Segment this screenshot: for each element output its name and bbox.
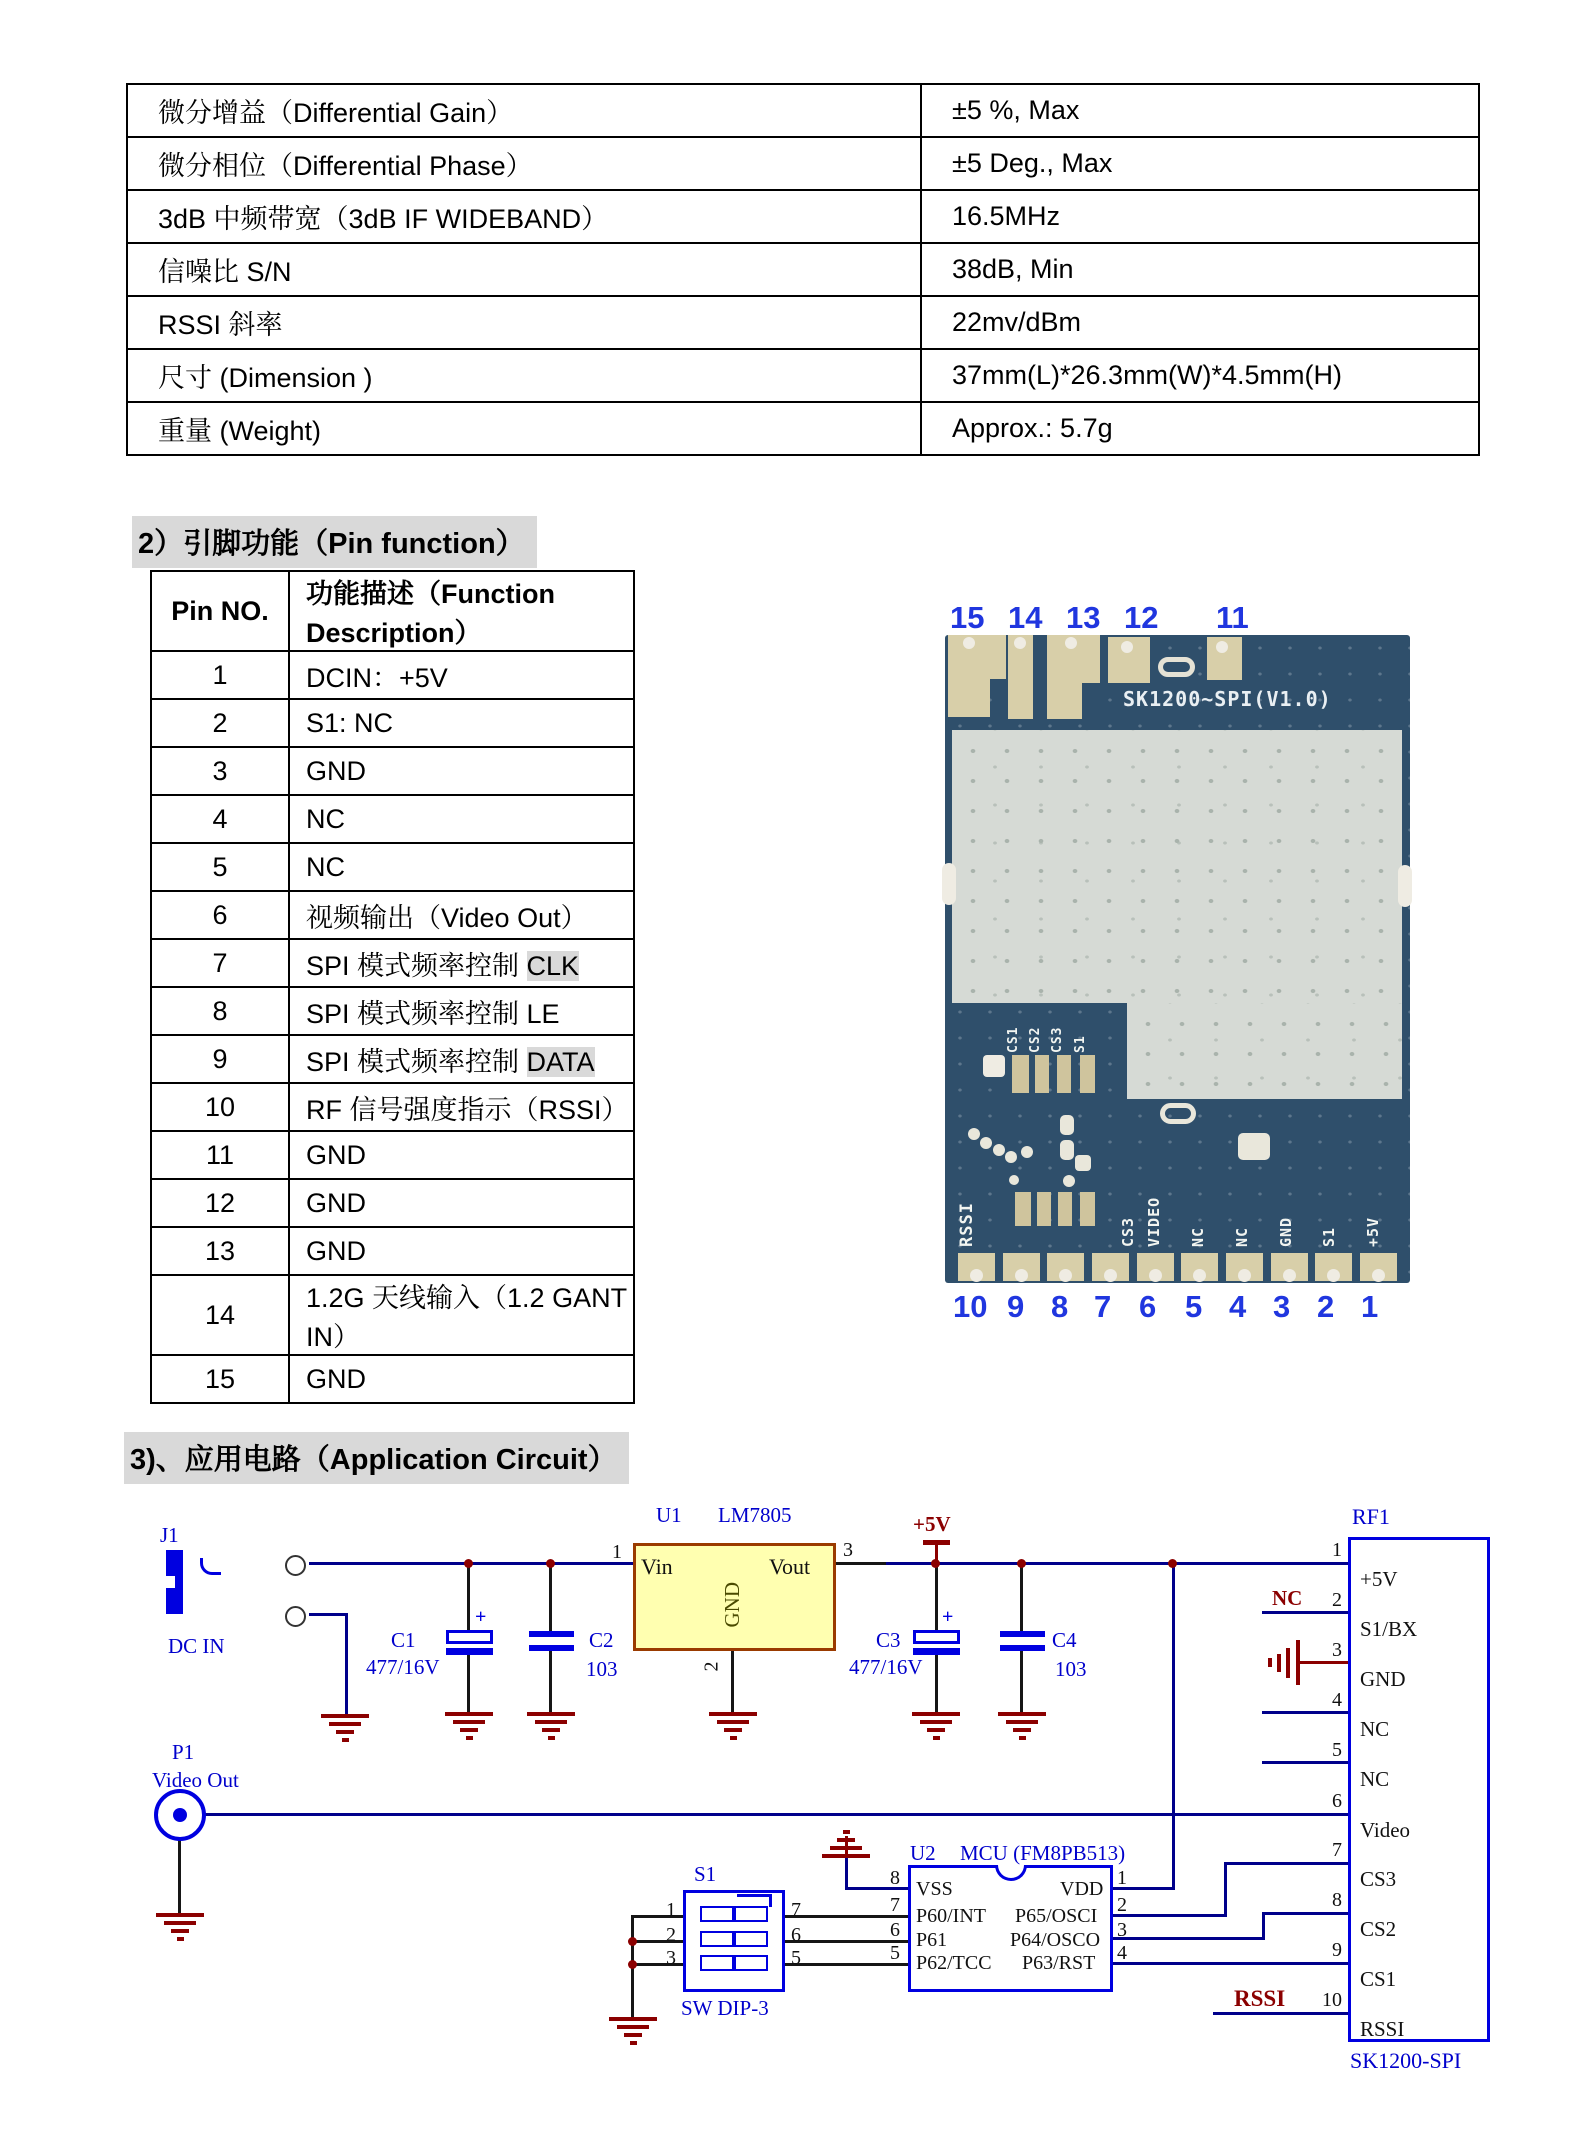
pcb-silkscreen-label: S1: [1320, 1226, 1338, 1247]
rf1-pin-number: 7: [1332, 1839, 1342, 1861]
pcb-silkscreen-label: CS3: [1050, 1026, 1065, 1053]
rf1-pin-number: 8: [1332, 1889, 1342, 1911]
pin-desc: SPI 模式频率控制 LE: [289, 987, 634, 1035]
u2-pin-number: 1: [1117, 1867, 1127, 1889]
spec-value: 38dB, Min: [921, 243, 1479, 296]
terminal-circle: [285, 1555, 306, 1576]
u2-pin-name: P60/INT: [916, 1905, 986, 1927]
spec-value: ±5 %, Max: [921, 84, 1479, 137]
pcb-silkscreen-label: CS3: [1119, 1216, 1137, 1247]
dip-switch-element: [734, 1906, 768, 1922]
pin-no: 5: [151, 843, 289, 891]
wire: [1020, 1651, 1023, 1712]
rf1-pin-name: CS1: [1360, 1967, 1397, 1991]
u1-ref: U1: [656, 1503, 682, 1527]
rf1-pin-name: S1/BX: [1360, 1617, 1418, 1641]
c3-ref: C3: [876, 1628, 901, 1652]
spec-label: 微分增益（Differential Gain）: [127, 84, 921, 137]
spec-label: 信噪比 S/N: [127, 243, 921, 296]
rf1-part: SK1200-SPI: [1350, 2048, 1462, 2073]
wire: [1172, 1565, 1175, 1890]
pcb-silkscreen-model: SK1200~SPI(V1.0): [1123, 687, 1332, 711]
u2-part: MCU (FM8PB513): [960, 1841, 1126, 1865]
dip-switch-element: [700, 1931, 734, 1947]
rf1-pin-number: 9: [1332, 1939, 1342, 1961]
pin-no: 11: [151, 1131, 289, 1179]
j1-label: DC IN: [168, 1634, 225, 1658]
s1-pin-number: 2: [666, 1924, 676, 1946]
wire: [205, 1813, 1348, 1816]
u1-pin3-number: 3: [843, 1539, 853, 1561]
ground-symbol: [709, 1712, 757, 1740]
spec-value: Approx.: 5.7g: [921, 402, 1479, 455]
pcb-pin-number: 10: [953, 1289, 988, 1324]
capacitor-plate: [1000, 1631, 1045, 1637]
ground-symbol: [912, 1712, 960, 1740]
u2-pin-number: 3: [1117, 1919, 1127, 1941]
c4-ref: C4: [1052, 1628, 1077, 1652]
junction-dot: [1168, 1559, 1177, 1568]
capacitor-plate: [913, 1630, 960, 1644]
wire: [1224, 1864, 1227, 1917]
pcb-pin-number: 5: [1185, 1289, 1203, 1324]
ground-symbol: [609, 2017, 657, 2045]
rf1-pin-name: GND: [1360, 1667, 1406, 1691]
pin-desc: GND: [289, 1179, 634, 1227]
wire: [1113, 1962, 1348, 1965]
j1-ref: J1: [160, 1523, 179, 1547]
ground-symbol: [445, 1712, 493, 1740]
pcb-silkscreen-label: CS2: [1028, 1026, 1043, 1053]
junction-dot: [628, 1960, 637, 1969]
pcb-pin-number: 14: [1008, 600, 1043, 635]
pcb-pin-number: 7: [1094, 1289, 1112, 1324]
pin-no: 6: [151, 891, 289, 939]
rf1-pin-name: +5V: [1360, 1567, 1398, 1591]
spec-value: 37mm(L)*26.3mm(W)*4.5mm(H): [921, 349, 1479, 402]
wire: [345, 1613, 348, 1714]
wire: [935, 1655, 938, 1712]
c1-ref: C1: [391, 1628, 416, 1652]
rssi-net-label: RSSI: [1234, 1986, 1286, 2011]
pcb-pin-number: 1: [1361, 1289, 1379, 1324]
pin-no: 9: [151, 1035, 289, 1083]
pcb-silkscreen-label: CS1: [1006, 1026, 1021, 1053]
wire: [467, 1655, 470, 1712]
pin-desc: SPI 模式频率控制 DATA: [289, 1035, 634, 1083]
pcb-silkscreen-label: RSSI: [957, 1202, 977, 1247]
junction-dot: [931, 1559, 940, 1568]
rf1-pin-number: 10: [1322, 1989, 1342, 2011]
c1-value: 477/16V: [366, 1655, 440, 1679]
pin-desc: S1: NC: [289, 699, 634, 747]
wire: [549, 1651, 552, 1712]
wire: [467, 1565, 470, 1630]
plus5v-net-label: +5V: [913, 1512, 951, 1536]
wire: [731, 1651, 734, 1712]
rf1-pin-name: NC: [1360, 1717, 1390, 1741]
u2-pin-number: 4: [1117, 1942, 1127, 1964]
pcb-silkscreen-label: +5V: [1364, 1216, 1382, 1247]
s1-pin-number: 1: [666, 1899, 676, 1921]
p1-label: Video Out: [152, 1768, 239, 1792]
u1-pin1-number: 1: [612, 1541, 622, 1563]
pcb-pin-number: 11: [1216, 600, 1249, 635]
p1-ref: P1: [172, 1740, 195, 1764]
junction-dot: [1017, 1559, 1026, 1568]
pin-no: 8: [151, 987, 289, 1035]
wire: [886, 1562, 1348, 1565]
wire: [1113, 1914, 1227, 1917]
spec-label: 微分相位（Differential Phase）: [127, 137, 921, 190]
s1-pin-number: 6: [791, 1924, 801, 1946]
power-rail-bar: [923, 1540, 950, 1545]
s1-pin-number: 7: [791, 1899, 801, 1921]
dip-switch-element: [700, 1955, 734, 1971]
rf1-pin-name: RSSI: [1360, 2017, 1405, 2041]
u2-pin-name: VDD: [1060, 1878, 1104, 1900]
dc-jack-symbol: [166, 1576, 175, 1588]
rf1-pin-number: 5: [1332, 1739, 1342, 1761]
rf1-pin-number: 6: [1332, 1790, 1342, 1812]
rf1-pin-name: CS3: [1360, 1867, 1397, 1891]
nc-net-label: NC: [1272, 1586, 1303, 1610]
wire: [1113, 1937, 1265, 1940]
u2-pin-number: 8: [890, 1867, 900, 1889]
wire: [1020, 1565, 1023, 1631]
spec-value: 22mv/dBm: [921, 296, 1479, 349]
rf1-pin-name: Video: [1360, 1818, 1411, 1842]
spec-label: RSSI 斜率: [127, 296, 921, 349]
rf1-pin-name: CS2: [1360, 1917, 1397, 1941]
u2-pin-name: P61: [916, 1929, 948, 1951]
wire: [1224, 1862, 1348, 1865]
wire: [1262, 1912, 1348, 1915]
wire: [836, 1562, 888, 1565]
wire: [845, 1858, 848, 1890]
pin-desc: GND: [289, 1131, 634, 1179]
wire: [1213, 2012, 1348, 2015]
u2-pin-name: P65/OSCI: [1015, 1905, 1098, 1927]
pin-no: 15: [151, 1355, 289, 1403]
pin-desc: DCIN：+5V: [289, 651, 634, 699]
pin-no: 7: [151, 939, 289, 987]
capacitor-plate: [913, 1648, 960, 1655]
pin-desc-header: 功能描述（Function Description）: [289, 571, 634, 651]
pcb-pin-number: 3: [1273, 1289, 1291, 1324]
pin-no: 13: [151, 1227, 289, 1275]
u2-pin-number: 5: [890, 1942, 900, 1964]
pin-no: 3: [151, 747, 289, 795]
dip-switch-lever: [737, 1894, 772, 1907]
junction-dot: [546, 1559, 555, 1568]
pcb-silkscreen-label: GND: [1277, 1216, 1295, 1247]
ground-symbol: [998, 1712, 1046, 1740]
pin-desc: GND: [289, 747, 634, 795]
ground-symbol: [822, 1830, 870, 1858]
dip-switch-element: [734, 1955, 768, 1971]
ground-symbol: [1277, 1654, 1281, 1672]
s1-pin-number: 3: [666, 1947, 676, 1969]
ground-symbol: [156, 1913, 204, 1941]
section-heading-application-circuit: 3)、应用电路（Application Circuit）: [124, 1432, 629, 1484]
rf1-pin-number: 4: [1332, 1689, 1342, 1711]
capacitor-plate: [446, 1630, 493, 1644]
pcb-pin-number: 6: [1139, 1289, 1157, 1324]
pin-no: 4: [151, 795, 289, 843]
pcb-silkscreen-label: VIDEO: [1145, 1196, 1163, 1247]
rca-jack-pin: [173, 1808, 187, 1822]
u2-pin-name: P62/TCC: [916, 1952, 992, 1974]
junction-dot: [628, 1937, 637, 1946]
u2-pin-number: 2: [1117, 1894, 1127, 1916]
s1-part: SW DIP-3: [681, 1996, 769, 2020]
wire: [549, 1565, 552, 1631]
wire: [178, 1840, 181, 1913]
dc-jack-tip: [200, 1558, 221, 1575]
wire: [1262, 1913, 1265, 1940]
pcb-pin-number: 13: [1066, 600, 1101, 635]
wire: [935, 1565, 938, 1630]
pin-no: 2: [151, 699, 289, 747]
pcb-silkscreen-label: S1: [1073, 1035, 1088, 1053]
u2-pin-number: 6: [890, 1919, 900, 1941]
spec-value: 16.5MHz: [921, 190, 1479, 243]
pcb-silkscreen-label: NC: [1189, 1226, 1207, 1247]
pcb-pin-number: 12: [1124, 600, 1159, 635]
u2-pin-name: P63/RST: [1022, 1952, 1096, 1974]
pcb-pin-number: 9: [1007, 1289, 1025, 1324]
rf1-pin-number: 2: [1332, 1589, 1342, 1611]
section-heading-pin-function: 2）引脚功能（Pin function）: [132, 516, 537, 568]
s1-ref: S1: [694, 1862, 717, 1886]
pin-desc: 1.2G 天线输入（1.2 GANT IN）: [289, 1275, 634, 1355]
pin-desc: RF 信号强度指示（RSSI）: [289, 1083, 634, 1131]
wire: [309, 1613, 347, 1616]
ground-symbol: [527, 1712, 575, 1740]
pin-no: 1: [151, 651, 289, 699]
rf1-pin-number: 1: [1332, 1539, 1342, 1561]
dip-switch-element: [700, 1906, 734, 1922]
u1-pin2-number: 2: [700, 1661, 723, 1672]
u1-vin-label: Vin: [641, 1554, 673, 1579]
pin-no-header: Pin NO.: [151, 571, 289, 651]
u1-part: LM7805: [718, 1503, 792, 1527]
ground-symbol: [321, 1714, 369, 1742]
pin-no: 10: [151, 1083, 289, 1131]
u2-ref: U2: [910, 1841, 936, 1865]
u2-pin-name: P64/OSCO: [1010, 1929, 1101, 1951]
pcb-pin-number: 4: [1229, 1289, 1247, 1324]
pin-desc: 视频输出（Video Out）: [289, 891, 634, 939]
pin-desc: SPI 模式频率控制 CLK: [289, 939, 634, 987]
ground-symbol: [1296, 1640, 1300, 1685]
capacitor-plate: [529, 1645, 574, 1651]
rf1-pin-name: NC: [1360, 1767, 1390, 1791]
polarity-plus: +: [942, 1606, 954, 1628]
terminal-circle: [285, 1606, 306, 1627]
u2-pin-number: 7: [890, 1894, 900, 1916]
pin-desc: GND: [289, 1355, 634, 1403]
pin-no: 14: [151, 1275, 289, 1355]
polarity-plus: +: [475, 1606, 487, 1628]
rf1-pin-number: 3: [1332, 1639, 1342, 1661]
u1-gnd-label: GND: [720, 1582, 744, 1628]
pin-no: 12: [151, 1179, 289, 1227]
pin-desc: NC: [289, 795, 634, 843]
junction-dot: [464, 1559, 473, 1568]
spec-value: ±5 Deg., Max: [921, 137, 1479, 190]
capacitor-plate: [1000, 1645, 1045, 1651]
ground-symbol: [1268, 1658, 1272, 1667]
ground-symbol: [1286, 1648, 1290, 1678]
c4-value: 103: [1055, 1657, 1087, 1681]
spec-label: 尺寸 (Dimension ): [127, 349, 921, 402]
capacitor-plate: [529, 1631, 574, 1637]
c2-value: 103: [586, 1657, 618, 1681]
dip-switch-element: [734, 1931, 768, 1947]
pcb-pin-number: 15: [950, 600, 985, 635]
c3-value: 477/16V: [849, 1655, 923, 1679]
pin-desc: NC: [289, 843, 634, 891]
pcb-pin-number: 2: [1317, 1289, 1335, 1324]
pcb-silkscreen-label: NC: [1233, 1226, 1251, 1247]
spec-label: 3dB 中频带宽（3dB IF WIDEBAND）: [127, 190, 921, 243]
rf1-ref: RF1: [1352, 1504, 1390, 1529]
pin-desc: GND: [289, 1227, 634, 1275]
c2-ref: C2: [589, 1628, 614, 1652]
capacitor-plate: [446, 1648, 493, 1655]
s1-pin-number: 5: [791, 1947, 801, 1969]
pcb-pin-number: 8: [1051, 1289, 1069, 1324]
u1-vout-label: Vout: [769, 1554, 811, 1579]
spec-label: 重量 (Weight): [127, 402, 921, 455]
u2-pin-name: VSS: [916, 1878, 953, 1900]
